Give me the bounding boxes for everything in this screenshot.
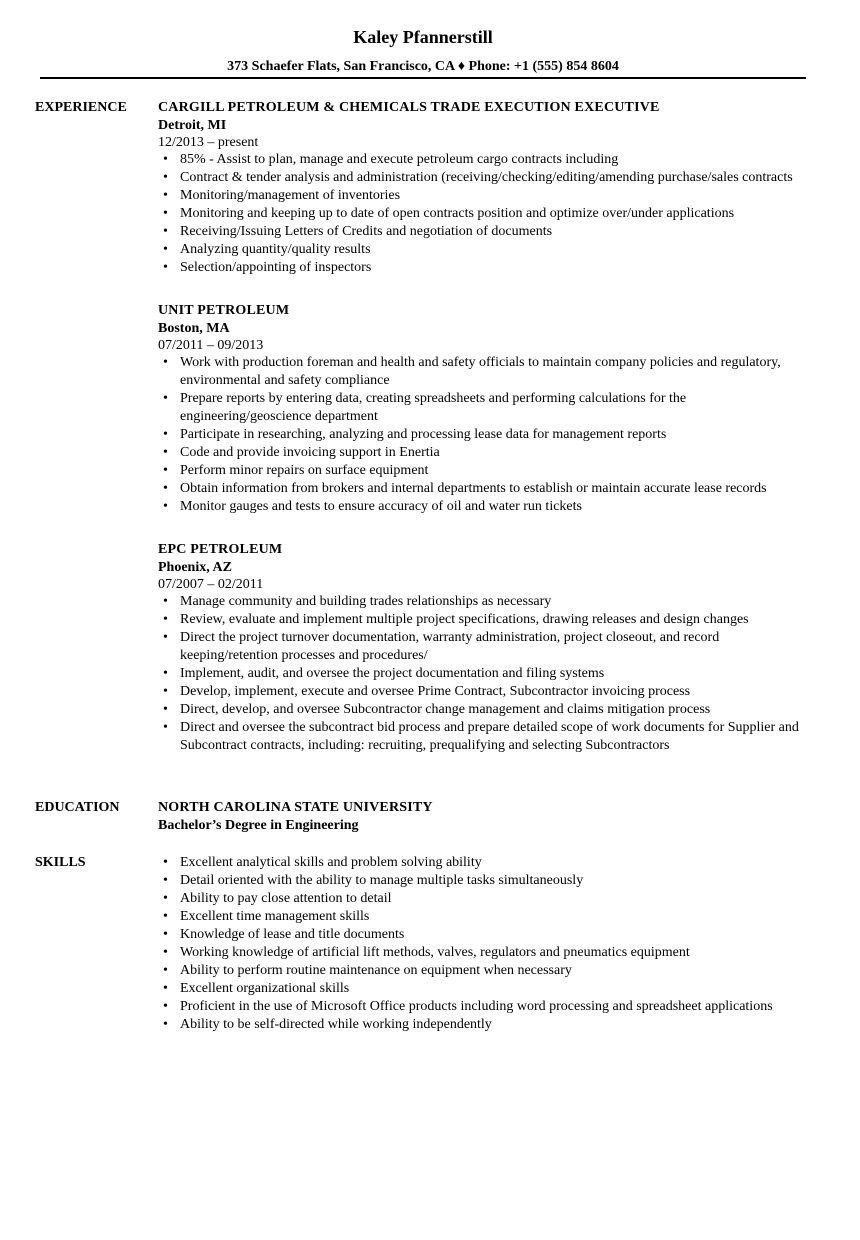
- education-school: NORTH CAROLINA STATE UNIVERSITY: [158, 800, 433, 815]
- job-bullets: [158, 354, 818, 516]
- skill-item: • Detail oriented with the ability to manage multiple tasks simultaneously: [158, 872, 818, 890]
- skill-item: • Excellent analytical skills and problem solving ability: [158, 854, 818, 872]
- job-entry: [158, 302, 818, 516]
- bullet-item: • Work with production foreman and health and safety officials to maintain company policies and regulatory, environmental and safety compliance: [158, 354, 818, 390]
- bullet-item: • Selection/appointing of inspectors: [158, 259, 818, 277]
- job-dates: 07/2011 – 09/2013: [158, 338, 264, 353]
- bullet-item: • Develop, implement, execute and oversee Prime Contract, Subcontractor invoicing process: [158, 683, 818, 701]
- bullet-item: • Direct the project turnover documentation, warranty administration, project closeout, and record keeping/retention processes and procedures/: [158, 629, 818, 665]
- bullet-item: • Monitoring/management of inventories: [158, 187, 818, 205]
- bullet-item: • Obtain information from brokers and internal departments to establish or maintain accurate lease records: [158, 480, 818, 498]
- skill-item: • Excellent time management skills: [158, 908, 818, 926]
- bullet-item: • Manage community and building trades relationships as necessary: [158, 593, 818, 611]
- experience-list: [158, 99, 818, 780]
- job-location: Detroit, MI: [158, 118, 227, 133]
- bullet-item: • Participate in researching, analyzing and processing lease data for management reports: [158, 426, 818, 444]
- skill-item: • Proficient in the use of Microsoft Office products including word processing and spreadsheet applications: [158, 998, 818, 1016]
- job-bullets: [158, 593, 818, 755]
- skill-item: • Working knowledge of artificial lift methods, valves, regulators and pneumatics equipment: [158, 944, 818, 962]
- bullet-item: • Monitoring and keeping up to date of open contracts position and optimize over/under applications: [158, 205, 818, 223]
- bullet-item: • Prepare reports by entering data, creating spreadsheets and performing calculations for the engineering/geoscience department: [158, 390, 818, 426]
- experience-heading: EXPERIENCE: [35, 100, 127, 115]
- job-company: UNIT PETROLEUM: [158, 303, 290, 318]
- bullet-item: • 85% - Assist to plan, manage and execute petroleum cargo contracts including: [158, 151, 818, 169]
- bullet-item: • Direct, develop, and oversee Subcontractor change management and claims mitigation process: [158, 701, 818, 719]
- bullet-item: • Review, evaluate and implement multiple project specifications, drawing releases and design changes: [158, 611, 818, 629]
- contact-line: 373 Schaefer Flats, San Francisco, CA ♦ Phone: +1 (555) 854 8604: [227, 59, 619, 74]
- skill-item: • Ability to perform routine maintenance on equipment when necessary: [158, 962, 818, 980]
- education-degree: Bachelor’s Degree in Engineering: [158, 818, 359, 833]
- skill-item: • Knowledge of lease and title documents: [158, 926, 818, 944]
- bullet-item: • Analyzing quantity/quality results: [158, 241, 818, 259]
- job-dates: 12/2013 – present: [158, 135, 259, 150]
- skills-body: [158, 854, 818, 1034]
- bullet-item: • Implement, audit, and oversee the project documentation and filing systems: [158, 665, 818, 683]
- header-divider: [40, 77, 806, 79]
- job-location: Boston, MA: [158, 321, 230, 336]
- job-dates: 07/2007 – 02/2011: [158, 577, 264, 592]
- resume-header: [0, 26, 846, 75]
- skill-item: • Ability to pay close attention to detail: [158, 890, 818, 908]
- job-entry: [158, 99, 818, 277]
- job-location: Phoenix, AZ: [158, 560, 232, 575]
- skill-item: • Ability to be self-directed while working independently: [158, 1016, 818, 1034]
- education-heading: EDUCATION: [35, 800, 120, 815]
- skills-list: [158, 854, 818, 1034]
- education-body: [158, 799, 818, 835]
- skills-heading: SKILLS: [35, 855, 86, 870]
- bullet-item: • Perform minor repairs on surface equipment: [158, 462, 818, 480]
- bullet-item: • Receiving/Issuing Letters of Credits and negotiation of documents: [158, 223, 818, 241]
- bullet-item: • Code and provide invoicing support in Enertia: [158, 444, 818, 462]
- job-bullets: [158, 151, 818, 277]
- job-company: CARGILL PETROLEUM & CHEMICALS TRADE EXECUTION EXECUTIVE: [158, 100, 660, 115]
- bullet-item: • Monitor gauges and tests to ensure accuracy of oil and water run tickets: [158, 498, 818, 516]
- job-entry: [158, 541, 818, 755]
- skill-item: • Excellent organizational skills: [158, 980, 818, 998]
- bullet-item: • Direct and oversee the subcontract bid process and prepare detailed scope of work documents for Supplier and Subcontract contracts, including: recruiting, prequalifying and selecting Subcontractors: [158, 719, 818, 755]
- bullet-item: • Contract & tender analysis and administration (receiving/checking/editing/amending purchase/sales contracts: [158, 169, 818, 187]
- candidate-name: Kaley Pfannerstill: [353, 27, 493, 47]
- job-company: EPC PETROLEUM: [158, 542, 283, 557]
